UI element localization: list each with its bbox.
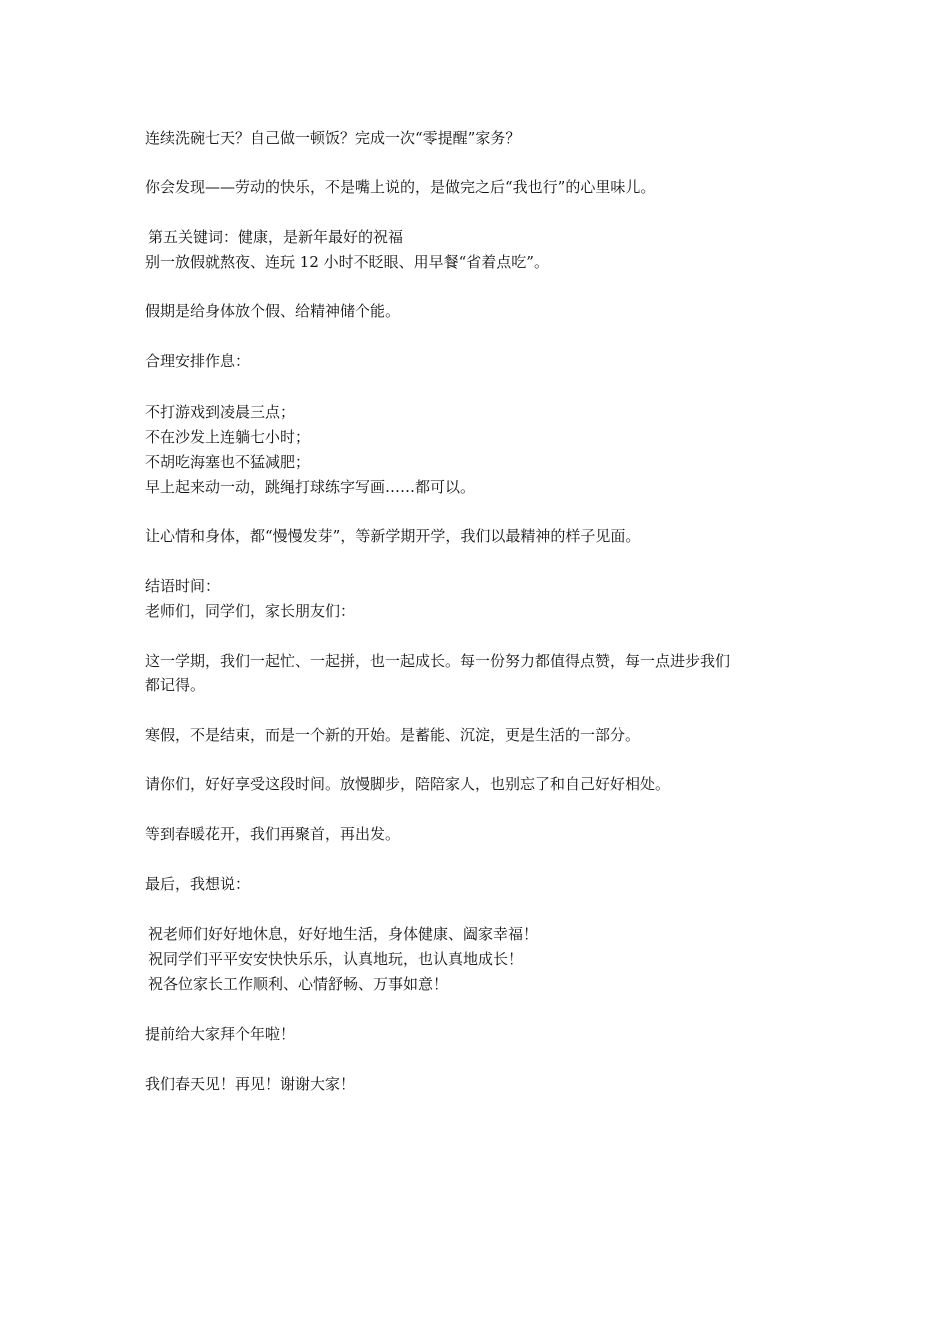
paragraph-grow-slowly: 让心情和身体，都“慢慢发芽”，等新学期开学，我们以最精神的样子见面。 (145, 527, 641, 545)
wish-teachers: 祝老师们好好地休息，好好地生活，身体健康、阖家幸福！ (148, 925, 539, 943)
paragraph-semester-line-1: 这一学期，我们一起忙、一起拼，也一起成长。每一份努力都值得点赞，每一点进步我们 (145, 652, 731, 670)
paragraph-enjoy-time: 请你们，好好享受这段时间。放慢脚步，陪陪家人，也别忘了和自己好好相处。 (145, 775, 671, 793)
list-item-no-couch: 不在沙发上连躺七小时； (145, 428, 311, 446)
paragraph-spring: 等到春暖花开，我们再聚首，再出发。 (145, 825, 401, 843)
paragraph-no-late-nights: 别一放假就熬夜、连玩 12 小时不眨眼、用早餐“省着点吃”。 (145, 253, 549, 271)
paragraph-finally: 最后，我想说： (145, 875, 251, 893)
section-heading-conclusion: 结语时间： (145, 577, 221, 595)
greeting: 老师们，同学们，家长朋友们： (145, 602, 356, 620)
paragraph-farewell: 我们春天见！再见！谢谢大家！ (145, 1075, 356, 1093)
paragraph-chores: 连续洗碗七天？自己做一顿饭？完成一次“零提醒”家务？ (145, 129, 521, 147)
section-heading-health: 第五关键词：健康，是新年最好的祝福 (148, 228, 404, 246)
list-item-no-overeating: 不胡吃海塞也不猛减肥； (145, 453, 311, 471)
paragraph-semester-line-2: 都记得。 (145, 676, 206, 694)
paragraph-winter-break: 寒假，不是结束，而是一个新的开始。是蓄能、沉淀，更是生活的一部分。 (145, 726, 641, 744)
list-item-exercise: 早上起来动一动，跳绳打球练字写画……都可以。 (145, 478, 476, 496)
paragraph-new-year-greeting: 提前给大家拜个年啦！ (145, 1025, 296, 1043)
wish-parents: 祝各位家长工作顺利、心情舒畅、万事如意！ (148, 975, 449, 993)
list-item-no-gaming: 不打游戏到凌晨三点； (145, 403, 296, 421)
wish-students: 祝同学们平平安安快快乐乐，认真地玩，也认真地成长！ (148, 950, 524, 968)
paragraph-schedule-label: 合理安排作息： (145, 352, 251, 370)
paragraph-rest: 假期是给身体放个假、给精神储个能。 (145, 302, 401, 320)
paragraph-labor-joy: 你会发现——劳动的快乐，不是嘴上说的，是做完之后“我也行”的心里味儿。 (145, 178, 656, 196)
